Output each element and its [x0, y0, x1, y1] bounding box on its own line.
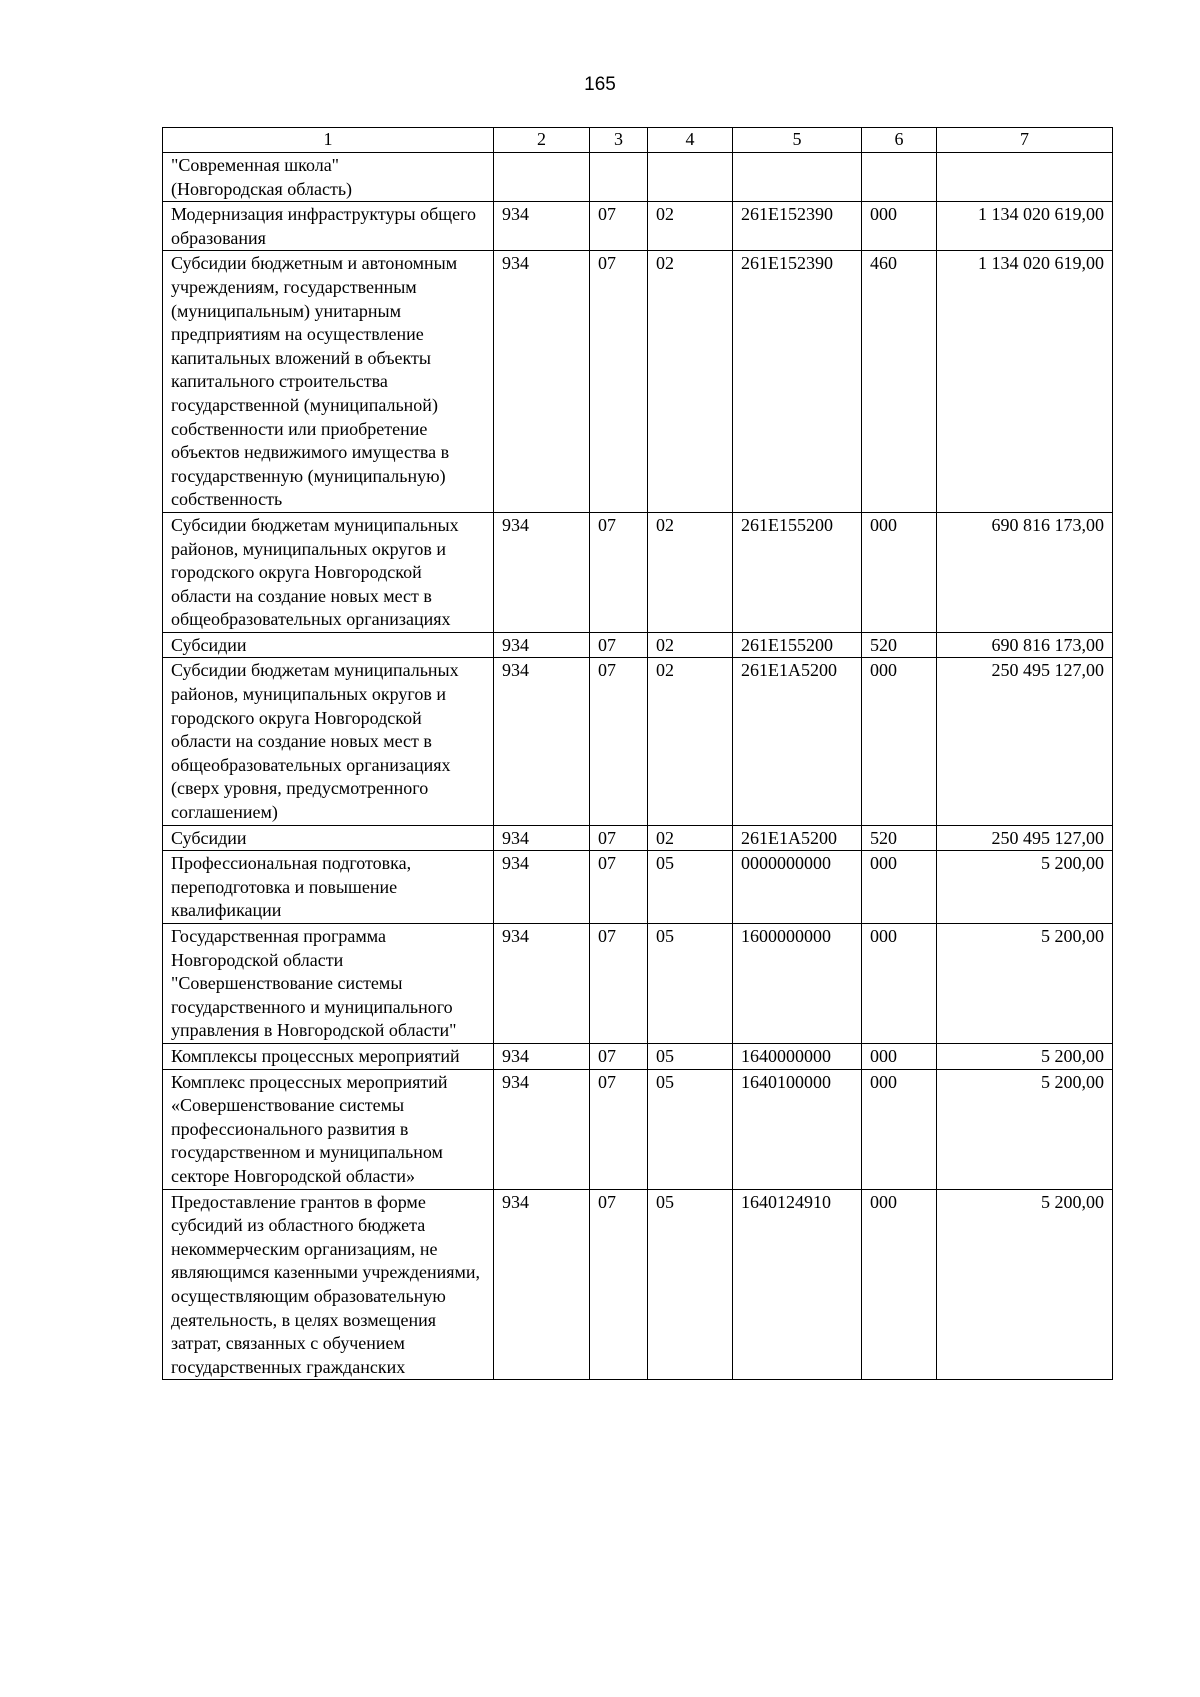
table-row	[163, 1189, 1113, 1380]
amount-cell: 250 495 127,00	[937, 825, 1113, 851]
expense-type-cell: 000	[862, 1189, 937, 1380]
target-item-cell: 1640124910	[733, 1189, 862, 1380]
amount-cell: 5 200,00	[937, 1069, 1113, 1189]
subsection-code-cell	[648, 153, 733, 202]
ministry-code-cell: 934	[494, 202, 590, 251]
expense-type-cell: 000	[862, 1069, 937, 1189]
row-name-cell: "Современная школа" (Новгородская область)	[163, 153, 494, 202]
target-item-cell: 261E1A5200	[733, 658, 862, 825]
expense-type-cell: 000	[862, 202, 937, 251]
subsection-code-cell: 02	[648, 632, 733, 658]
table-row	[163, 851, 1113, 924]
header-cell: 1	[163, 128, 494, 153]
row-name-cell: Субсидии	[163, 825, 494, 851]
ministry-code-cell: 934	[494, 1069, 590, 1189]
expense-type-cell: 000	[862, 924, 937, 1044]
target-item-cell: 261E152390	[733, 251, 862, 513]
expense-type-cell: 000	[862, 658, 937, 825]
section-code-cell: 07	[590, 658, 648, 825]
row-name-cell: Государственная программа Новгородской области "Совершенствование системы государственного и муниципального управления в Новгородской области"	[163, 924, 494, 1044]
target-item-cell: 1640100000	[733, 1069, 862, 1189]
ministry-code-cell: 934	[494, 924, 590, 1044]
target-item-cell: 261E155200	[733, 512, 862, 632]
table-row	[163, 658, 1113, 825]
subsection-code-cell: 02	[648, 251, 733, 513]
row-name-cell: Субсидии бюджетам муниципальных районов, муниципальных округов и городского округа Новгородской области на создание новых мест в общеобразовательных организациях (сверх уровня, предусмотренного соглашением)	[163, 658, 494, 825]
row-name-cell: Субсидии бюджетам муниципальных районов, муниципальных округов и городского округа Новгородской области на создание новых мест в общеобразовательных организациях	[163, 512, 494, 632]
ministry-code-cell: 934	[494, 632, 590, 658]
header-row	[163, 128, 1113, 153]
section-code-cell: 07	[590, 1189, 648, 1380]
section-code-cell: 07	[590, 202, 648, 251]
ministry-code-cell: 934	[494, 251, 590, 513]
row-name-cell: Субсидии	[163, 632, 494, 658]
header-cell: 3	[590, 128, 648, 153]
row-name-cell: Профессиональная подготовка, переподготовка и повышение квалификации	[163, 851, 494, 924]
table-row	[163, 153, 1113, 202]
table-row	[163, 1043, 1113, 1069]
subsection-code-cell: 05	[648, 924, 733, 1044]
amount-cell: 5 200,00	[937, 851, 1113, 924]
amount-cell: 250 495 127,00	[937, 658, 1113, 825]
subsection-code-cell: 02	[648, 512, 733, 632]
target-item-cell: 1640000000	[733, 1043, 862, 1069]
amount-cell: 690 816 173,00	[937, 632, 1113, 658]
ministry-code-cell: 934	[494, 851, 590, 924]
header-cell: 4	[648, 128, 733, 153]
row-name-cell: Субсидии бюджетным и автономным учреждениям, государственным (муниципальным) унитарным предприятиям на осуществление капитальных вложений в объекты капитального строительства государственной (муниципальной) собственности или приобретение объектов недвижимого имущества в государственную (муниципальную) собственность	[163, 251, 494, 513]
row-name-cell: Предоставление грантов в форме субсидий из областного бюджета некоммерческим организациям, не являющимся казенными учреждениями, осуществляющим образовательную деятельность, в целях возмещения затрат, связанных с обучением государственных гражданских	[163, 1189, 494, 1380]
subsection-code-cell: 02	[648, 658, 733, 825]
ministry-code-cell: 934	[494, 512, 590, 632]
amount-cell: 690 816 173,00	[937, 512, 1113, 632]
expense-type-cell: 520	[862, 825, 937, 851]
subsection-code-cell: 05	[648, 1043, 733, 1069]
target-item-cell: 261E155200	[733, 632, 862, 658]
subsection-code-cell: 05	[648, 1069, 733, 1189]
section-code-cell	[590, 153, 648, 202]
ministry-code-cell: 934	[494, 825, 590, 851]
target-item-cell	[733, 153, 862, 202]
page-number: 165	[584, 74, 616, 95]
table-row	[163, 924, 1113, 1044]
ministry-code-cell	[494, 153, 590, 202]
section-code-cell: 07	[590, 1043, 648, 1069]
header-cell: 5	[733, 128, 862, 153]
expense-type-cell: 000	[862, 851, 937, 924]
section-code-cell: 07	[590, 251, 648, 513]
table-row	[163, 632, 1113, 658]
section-code-cell: 07	[590, 825, 648, 851]
target-item-cell: 1600000000	[733, 924, 862, 1044]
table-row	[163, 512, 1113, 632]
budget-table	[162, 127, 1113, 1380]
subsection-code-cell: 02	[648, 202, 733, 251]
section-code-cell: 07	[590, 512, 648, 632]
table-row	[163, 825, 1113, 851]
ministry-code-cell: 934	[494, 1189, 590, 1380]
expense-type-cell	[862, 153, 937, 202]
amount-cell: 1 134 020 619,00	[937, 251, 1113, 513]
header-cell: 2	[494, 128, 590, 153]
subsection-code-cell: 02	[648, 825, 733, 851]
amount-cell	[937, 153, 1113, 202]
amount-cell: 5 200,00	[937, 924, 1113, 1044]
subsection-code-cell: 05	[648, 851, 733, 924]
expense-type-cell: 000	[862, 512, 937, 632]
row-name-cell: Комплекс процессных мероприятий «Совершенствование системы профессионального развития в государственном и муниципальном секторе Новгородской области»	[163, 1069, 494, 1189]
section-code-cell: 07	[590, 1069, 648, 1189]
table-row	[163, 202, 1113, 251]
expense-type-cell: 460	[862, 251, 937, 513]
header-cell: 6	[862, 128, 937, 153]
ministry-code-cell: 934	[494, 658, 590, 825]
header-cell: 7	[937, 128, 1113, 153]
target-item-cell: 261E1A5200	[733, 825, 862, 851]
target-item-cell: 0000000000	[733, 851, 862, 924]
amount-cell: 5 200,00	[937, 1189, 1113, 1380]
section-code-cell: 07	[590, 851, 648, 924]
section-code-cell: 07	[590, 924, 648, 1044]
expense-type-cell: 520	[862, 632, 937, 658]
section-code-cell: 07	[590, 632, 648, 658]
row-name-cell: Комплексы процессных мероприятий	[163, 1043, 494, 1069]
row-name-cell: Модернизация инфраструктуры общего образования	[163, 202, 494, 251]
amount-cell: 1 134 020 619,00	[937, 202, 1113, 251]
subsection-code-cell: 05	[648, 1189, 733, 1380]
table-row	[163, 251, 1113, 513]
ministry-code-cell: 934	[494, 1043, 590, 1069]
expense-type-cell: 000	[862, 1043, 937, 1069]
table-row	[163, 1069, 1113, 1189]
target-item-cell: 261E152390	[733, 202, 862, 251]
amount-cell: 5 200,00	[937, 1043, 1113, 1069]
